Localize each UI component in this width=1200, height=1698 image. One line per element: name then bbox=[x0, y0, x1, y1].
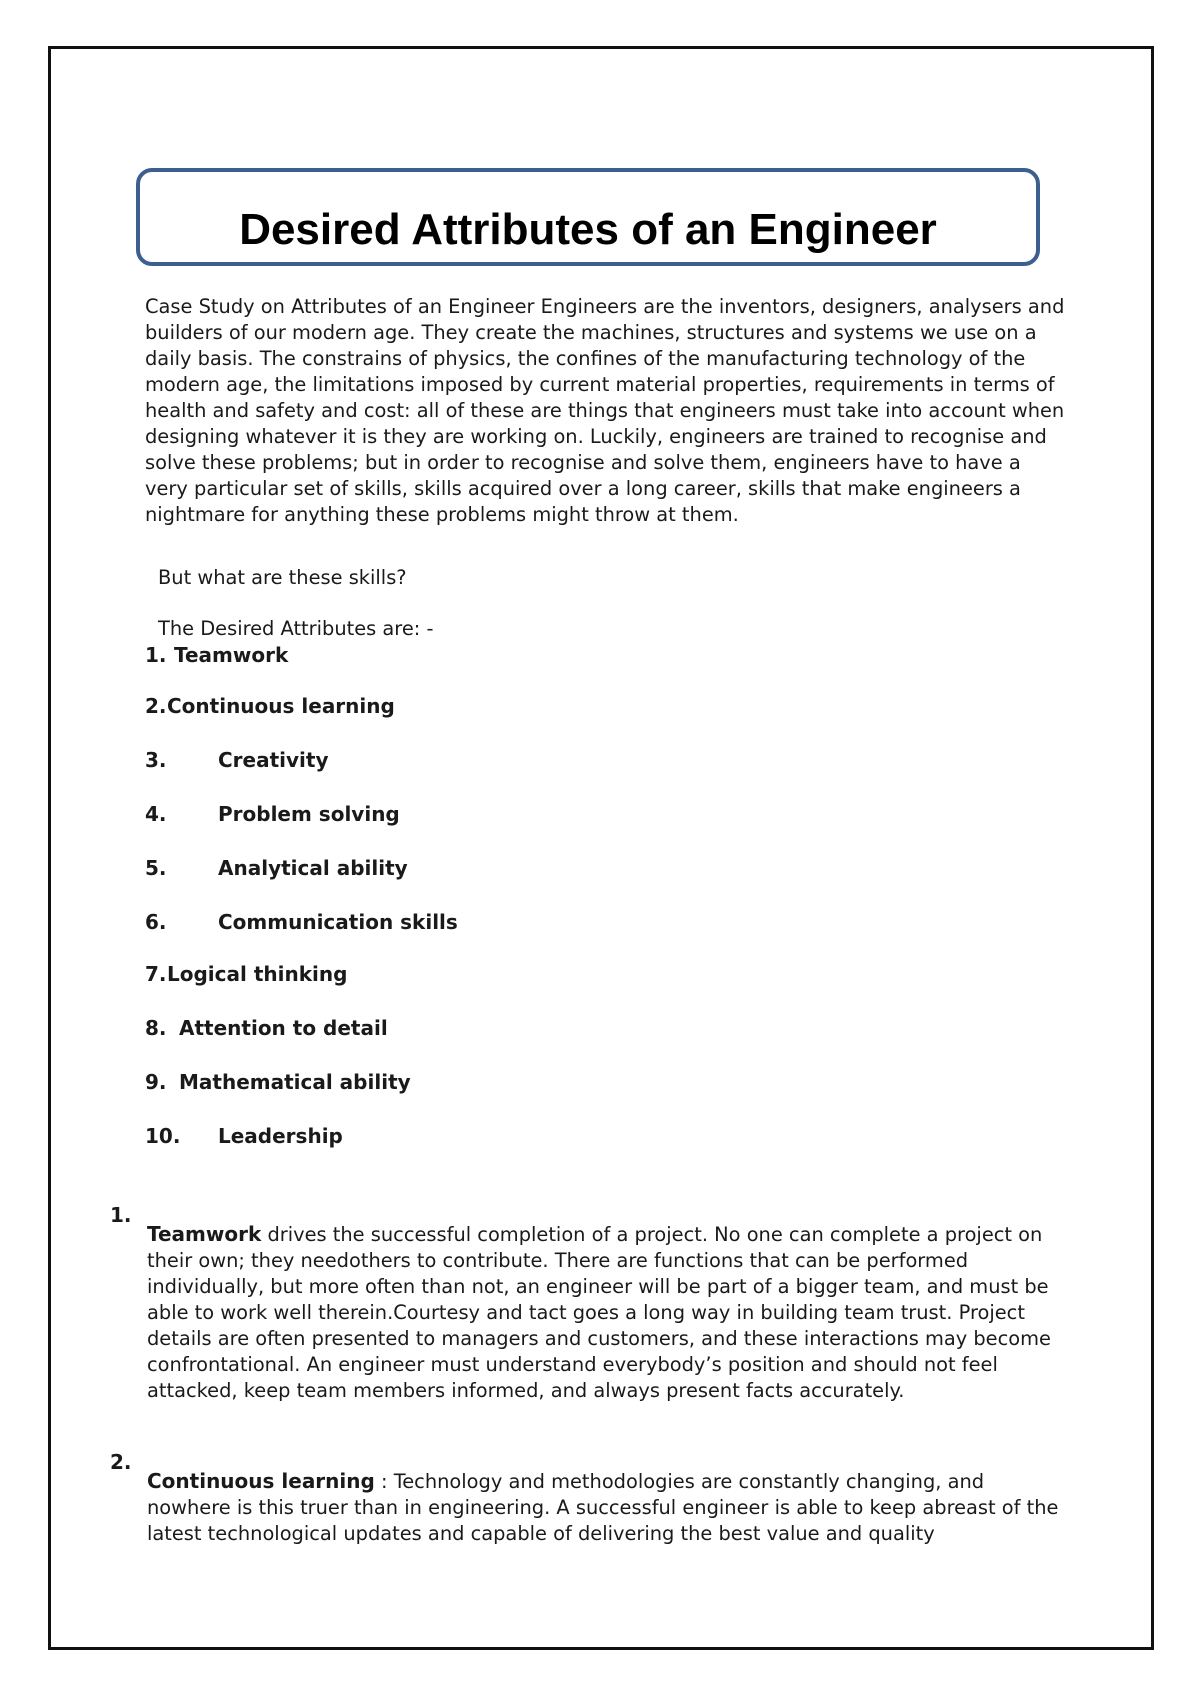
list-item bbox=[145, 1015, 388, 1041]
list-label: Problem solving bbox=[218, 802, 400, 826]
list-item bbox=[145, 1069, 411, 1095]
title-box bbox=[136, 168, 1040, 266]
intro-paragraph: Case Study on Attributes of an Engineer Engineers are the inventors, designers, analysers and builders of our modern age. They create the machines, structures and systems we use on a daily basis. The constrains of physics, the confines of the manufacturing technology of the modern age, the limitations imposed by current material properties, requirements in terms of health and safety and cost: all of these are things that engineers must take into account when designing whatever it is they are working on. Luckily, engineers are trained to recognise and solve these problems; but in order to recognise and solve them, engineers have to have a very particular set of skills, skills acquired over a long career, skills that make engineers a nightmare for anything these problems might throw at them. bbox=[145, 295, 1065, 526]
section-body bbox=[147, 1468, 1070, 1547]
list-number: 8. bbox=[145, 1016, 167, 1040]
section-heading: Continuous learning bbox=[147, 1469, 375, 1494]
list-item bbox=[145, 961, 347, 987]
list-item bbox=[145, 909, 458, 935]
list-label: Logical thinking bbox=[167, 962, 348, 986]
list-number: 10. bbox=[145, 1124, 181, 1148]
section-continuous-learning bbox=[110, 1449, 1070, 1567]
question-text: But what are these skills? bbox=[158, 566, 407, 589]
list-number: 1. bbox=[145, 643, 167, 667]
list-label: Teamwork bbox=[174, 643, 289, 667]
list-label: Creativity bbox=[218, 748, 329, 772]
list-number: 7. bbox=[145, 962, 167, 986]
section-number: 1. bbox=[110, 1203, 132, 1227]
list-item bbox=[145, 801, 400, 827]
list-item bbox=[145, 1123, 343, 1149]
list-lead: The Desired Attributes are: - bbox=[158, 617, 434, 640]
list-number: 9. bbox=[145, 1070, 167, 1094]
section-text: drives the successful completion of a project. No one can complete a project on their own; they needothers to contribute. There are functions that can be performed individually, but more often than not, an engineer will be part of a bigger team, and must be able to work well therein.Courtesy and tact goes a long way in building team trust. Project details are often presented to managers and customers, and these interactions may become confrontational. An engineer must understand everybody’s position and should not feel attacked, keep team members informed, and always present facts accurately. bbox=[147, 1223, 1051, 1403]
list-number: 6. bbox=[145, 910, 167, 934]
list-label: Analytical ability bbox=[218, 856, 408, 880]
section-teamwork bbox=[110, 1202, 1070, 1424]
list-label: Continuous learning bbox=[167, 694, 395, 718]
list-number: 4. bbox=[145, 802, 167, 826]
list-number: 5. bbox=[145, 856, 167, 880]
list-number: 3. bbox=[145, 748, 167, 772]
page-title: Desired Attributes of an Engineer bbox=[239, 205, 937, 254]
list-item bbox=[145, 693, 395, 719]
list-label: Mathematical ability bbox=[179, 1070, 411, 1094]
list-number: 2. bbox=[145, 694, 167, 718]
list-item bbox=[145, 747, 329, 773]
list-item bbox=[145, 642, 288, 668]
list-label: Attention to detail bbox=[179, 1016, 388, 1040]
section-number: 2. bbox=[110, 1450, 132, 1474]
section-text: : Technology and methodologies are constantly changing, and nowhere is this truer than in engineering. A successful engineer is able to keep abreast of the latest technological updates and capable of delivering the best value and quality bbox=[147, 1470, 1059, 1546]
list-label: Leadership bbox=[218, 1124, 343, 1148]
list-label: Communication skills bbox=[218, 910, 458, 934]
list-item bbox=[145, 855, 408, 881]
section-body bbox=[147, 1221, 1070, 1404]
section-heading: Teamwork bbox=[147, 1222, 262, 1247]
